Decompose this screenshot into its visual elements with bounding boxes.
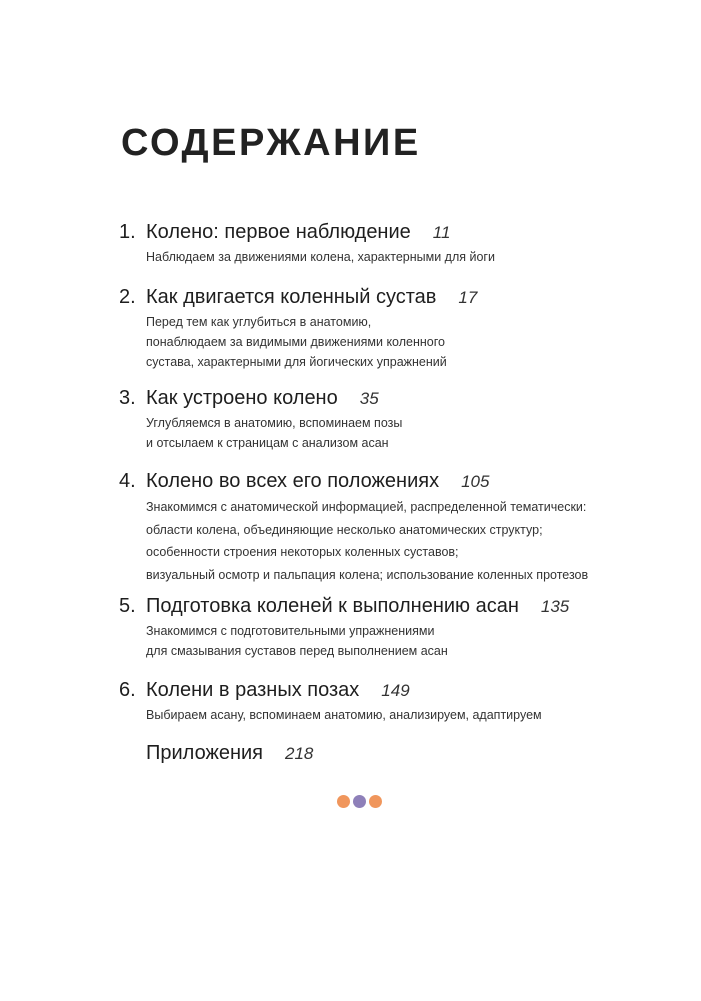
toc-entry-4[interactable]	[0, 468, 701, 586]
desc-line: сустава, характерными для йогических упражнений	[146, 355, 447, 369]
entry-title: Колено во всех его положениях	[146, 470, 440, 492]
desc-line: визуальный осмотр и пальпация колена; использование коленных протезов	[146, 567, 589, 582]
entry-page: 35	[359, 389, 379, 408]
toc-entry-2[interactable]	[0, 284, 701, 372]
entry-description	[146, 413, 701, 453]
entry-page: 17	[458, 288, 478, 307]
entry-description	[146, 705, 701, 725]
entry-number: 6.	[119, 679, 136, 701]
entry-title: Как устроено колено	[146, 387, 338, 409]
desc-line: Знакомимся с анатомической информацией, распределенной тематически:	[146, 500, 587, 514]
entry-number: 1.	[119, 221, 136, 243]
entry-number: 3.	[119, 387, 136, 409]
entry-page: 218	[285, 744, 314, 763]
entry-title: Подготовка коленей к выполнению асан	[146, 595, 519, 617]
entry-page: 11	[432, 223, 451, 242]
dot-purple-icon	[353, 795, 366, 808]
entry-page: 149	[381, 681, 410, 700]
desc-line: Выбираем асану, вспоминаем анатомию, анализируем, адаптируем	[146, 708, 542, 722]
decorative-dots	[337, 795, 382, 808]
entry-number: 2.	[119, 286, 136, 308]
toc-entry-3[interactable]	[0, 385, 701, 453]
toc-entry-6[interactable]	[0, 677, 701, 725]
entry-description	[146, 247, 701, 267]
toc-entry-5[interactable]	[0, 593, 701, 661]
desc-line: Углубляемся в анатомию, вспоминаем позы	[146, 416, 403, 430]
dot-orange-icon	[337, 795, 350, 808]
desc-line: и отсылаем к страницам с анализом асан	[146, 436, 389, 450]
desc-line: Наблюдаем за движениями колена, характерными для йоги	[146, 250, 495, 264]
desc-line: Знакомимся с подготовительными упражнениями	[146, 624, 435, 638]
desc-line: области колена, объединяющие несколько анатомических структур;	[146, 522, 543, 537]
entry-title: Приложения	[146, 742, 264, 764]
entry-description	[146, 496, 701, 586]
entry-title: Как двигается коленный сустав	[146, 286, 437, 308]
toc-entry-appendix[interactable]	[0, 740, 701, 766]
entry-description	[146, 621, 701, 661]
entry-description	[146, 312, 701, 372]
entry-page: 105	[461, 472, 490, 491]
page-title: СОДЕРЖАНИЕ	[121, 122, 421, 164]
toc-entry-1[interactable]	[0, 219, 701, 267]
dot-orange-icon	[369, 795, 382, 808]
entry-number: 5.	[119, 595, 136, 617]
desc-line: особенности строения некоторых коленных суставов;	[146, 545, 459, 559]
entry-title: Колено: первое наблюдение	[146, 221, 411, 243]
desc-line: понаблюдаем за видимыми движениями коленного	[146, 335, 445, 349]
entry-page: 135	[540, 597, 570, 616]
desc-line: для смазывания суставов перед выполнением асан	[146, 644, 448, 658]
entry-title: Колени в разных позах	[146, 679, 360, 701]
desc-line: Перед тем как углубиться в анатомию,	[146, 315, 372, 329]
entry-number: 4.	[119, 470, 136, 492]
